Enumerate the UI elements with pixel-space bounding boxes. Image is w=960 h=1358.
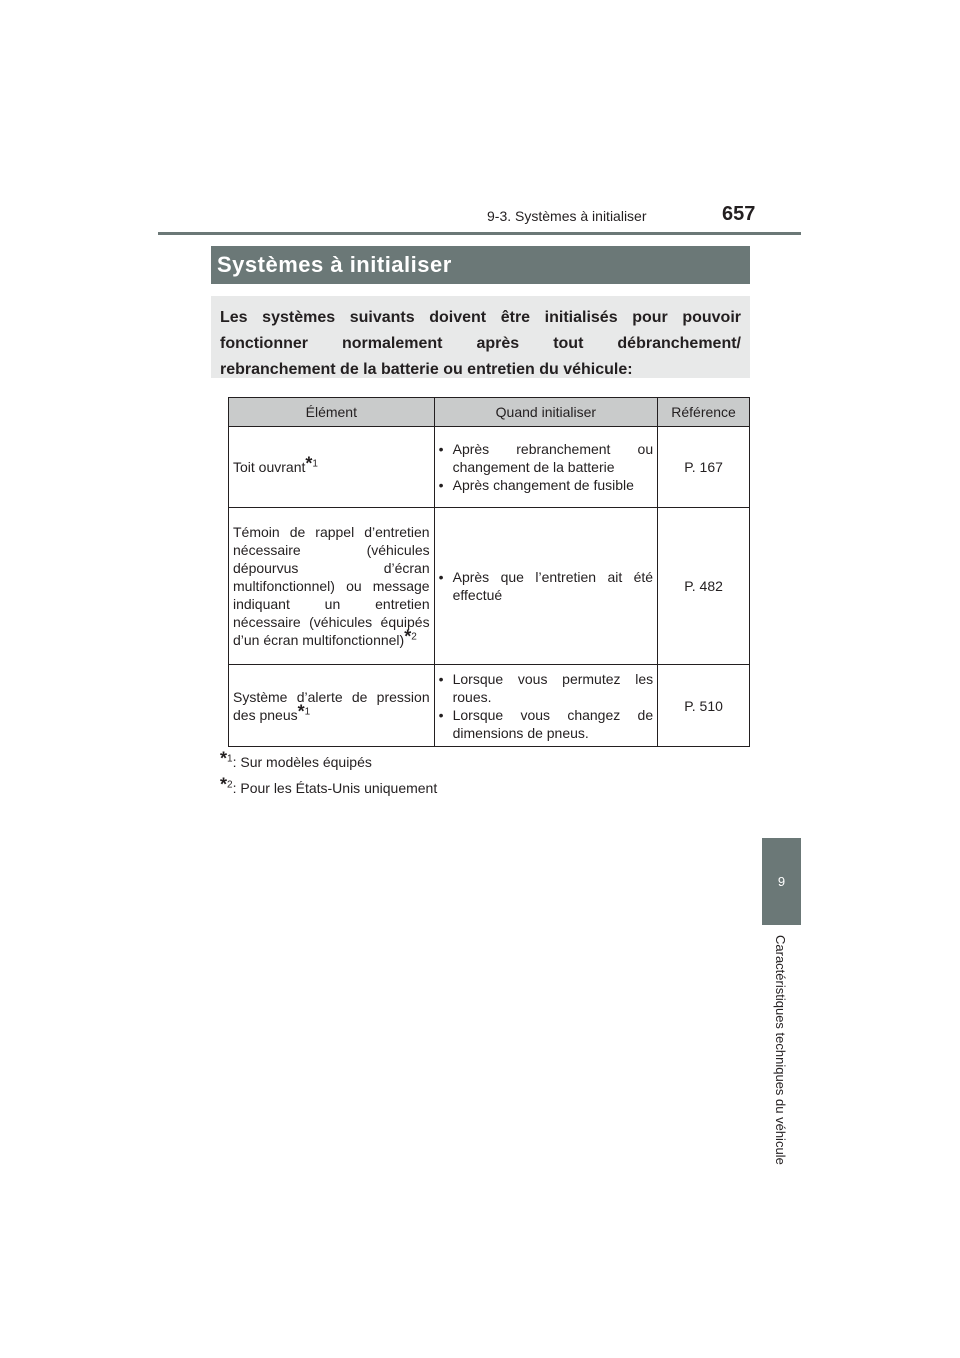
table-row xyxy=(229,665,750,747)
list-item: • Après que l’entretien ait été effectué xyxy=(439,568,654,604)
list-item: • Après changement de fusible xyxy=(439,476,654,494)
item-cell: Système d’alerte de pression des pneus*$^1$ xyxy=(229,665,435,747)
list-item: • Après rebranchement ou changement de la batterie xyxy=(439,440,654,476)
table-header-row xyxy=(229,398,750,427)
item-cell: Témoin de rappel d’entretien nécessaire (véhicules dépourvus d’écran multifonctionnel) ou message indiquant un entretien nécessaire (véhicules équipés d’un écran multifonctionnel)*$^2$ xyxy=(229,508,435,665)
list-item: • Lorsque vous changez de dimensions de pneus. xyxy=(439,706,654,742)
when-cell xyxy=(434,665,658,747)
systems-table xyxy=(228,397,750,747)
reference-cell: P. 482 xyxy=(658,508,750,665)
table-header-cell: Référence xyxy=(658,398,750,427)
table-header-cell: Élément xyxy=(229,398,435,427)
table-header-cell: Quand initialiser xyxy=(434,398,658,427)
reference-cell: P. 167 xyxy=(658,427,750,508)
table-row xyxy=(229,508,750,665)
reference-cell: P. 510 xyxy=(658,665,750,747)
section-heading: 9-3. Systèmes à initialiser xyxy=(487,208,647,224)
footnote: *$^1$: Sur modèles équipés xyxy=(220,748,372,770)
page-number: 657 xyxy=(722,203,756,225)
footnote: *$^2$: Pour les États-Unis uniquement xyxy=(220,774,438,796)
list-item: • Lorsque vous permutez les roues. xyxy=(439,670,654,706)
chapter-tab: 9 xyxy=(762,838,801,925)
when-cell xyxy=(434,427,658,508)
table-row xyxy=(229,427,750,508)
header-divider xyxy=(158,232,801,235)
intro-paragraph: Les systèmes suivants doivent être initialisés pour pouvoir fonctionner normalement après tout débranchement/ rebranchement de la batterie ou entretien du véhicule: xyxy=(211,296,750,378)
chapter-side-label: Caractéristiques techniques du véhicule xyxy=(773,935,788,1165)
page-title: Systèmes à initialiser xyxy=(211,246,750,284)
item-cell: Toit ouvrant*$^1$ xyxy=(229,427,435,508)
when-cell xyxy=(434,508,658,665)
